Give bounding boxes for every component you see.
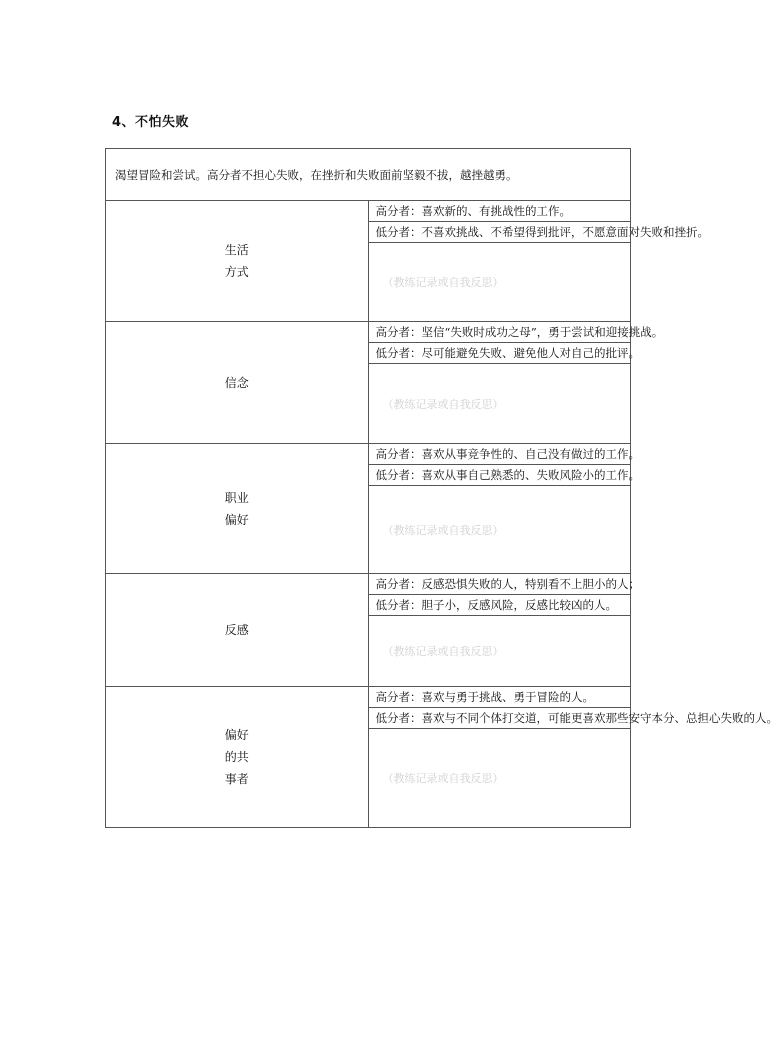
- table-row: [106, 574, 631, 595]
- category-cell: [106, 687, 369, 828]
- category-cell: [106, 574, 369, 687]
- table-row: [106, 201, 631, 222]
- intro-row: [106, 149, 631, 201]
- reflection-note[interactable]: （教练记录或自我反思）: [368, 616, 631, 687]
- low-scorer-text: 低分者：尽可能避免失败、避免他人对自己的批评。: [368, 343, 631, 364]
- low-scorer-text: 低分者：胆子小，反感风险，反感比较凶的人。: [368, 595, 631, 616]
- high-scorer-text: 高分者：坚信“失败时成功之母”，勇于尝试和迎接挑战。: [368, 322, 631, 343]
- high-scorer-text: 高分者：喜欢与勇于挑战、勇于冒险的人。: [368, 687, 631, 708]
- intro-text: 渴望冒险和尝试。高分者不担心失败，在挫折和失败面前坚毅不拔，越挫越勇。: [106, 149, 631, 201]
- category-label: 生活方式: [224, 243, 249, 279]
- high-scorer-text: 高分者：喜欢新的、有挑战性的工作。: [368, 201, 631, 222]
- table-row: [106, 687, 631, 708]
- table-row: [106, 322, 631, 343]
- high-scorer-text: 高分者：喜欢从事竞争性的、自己没有做过的工作。: [368, 444, 631, 465]
- category-cell: [106, 201, 369, 322]
- reflection-note[interactable]: （教练记录或自我反思）: [368, 729, 631, 828]
- reflection-note[interactable]: （教练记录或自我反思）: [368, 364, 631, 444]
- low-scorer-text: 低分者：不喜欢挑战、不希望得到批评，不愿意面对失败和挫折。: [368, 222, 631, 243]
- reflection-note[interactable]: （教练记录或自我反思）: [368, 243, 631, 322]
- category-cell: [106, 444, 369, 574]
- reflection-note[interactable]: （教练记录或自我反思）: [368, 486, 631, 574]
- category-label: 偏好的共事者: [224, 728, 249, 786]
- category-label: 反感: [224, 623, 249, 637]
- profile-table: [105, 148, 778, 828]
- category-label: 信念: [224, 375, 249, 390]
- table-row: [106, 444, 631, 465]
- low-scorer-text: 低分者：喜欢与不同个体打交道，可能更喜欢那些安守本分、总担心失败的人。: [368, 708, 631, 729]
- section-title: 4、不怕失败: [112, 115, 190, 130]
- high-scorer-text: 高分者：反感恐惧失败的人，特别看不上胆小的人；: [368, 574, 631, 595]
- low-scorer-text: 低分者：喜欢从事自己熟悉的、失败风险小的工作。: [368, 465, 631, 486]
- category-label: 职业偏好: [224, 490, 249, 527]
- category-cell: [106, 322, 369, 444]
